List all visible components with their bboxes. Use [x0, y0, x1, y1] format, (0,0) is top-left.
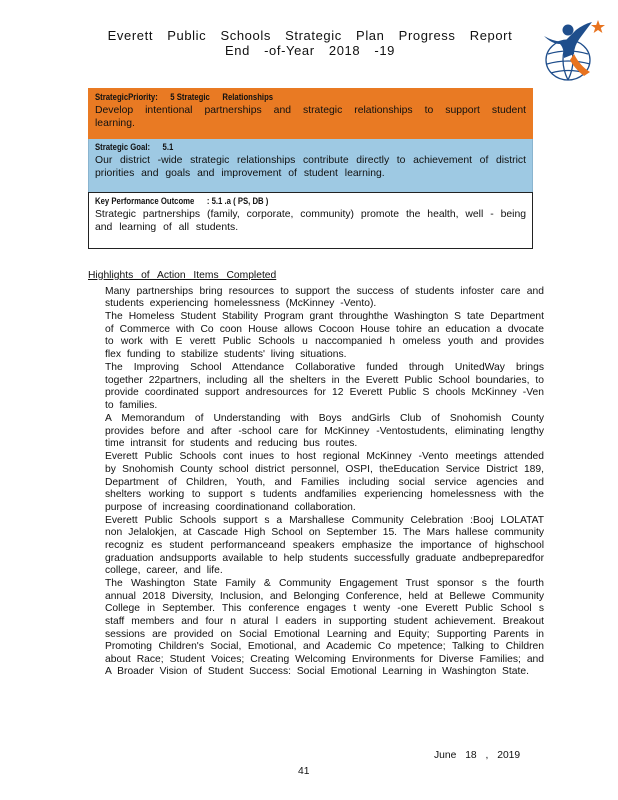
goal-label [95, 141, 466, 154]
list-item-text: A Memorandum of Understanding with Boys andGirls Club of Snohomish County provides before and after -school care for McKinney -Ventostudents, eliminating lengthy time intransit for students and reducing bus routes. [105, 413, 544, 450]
priority-label-name: Relationships [222, 92, 274, 102]
goal-text: Our district -wide strategic relationships contribute directly to achievement of district priorities and goals and improvement of student learning. [95, 155, 526, 179]
kpo-label-key: Key Performance Outcome [95, 196, 195, 206]
priority-label-key: StrategicPriority: [95, 92, 158, 102]
list-item [88, 311, 544, 361]
goal-label-key: Strategic Goal: [95, 142, 151, 152]
list-item-text: Many partnerships bring resources to support the success of students infoster care and students experiencing homelessness (McKinney -Vento). [105, 285, 544, 310]
list-item [88, 451, 544, 514]
list-item [88, 286, 544, 311]
page-number: 41 [298, 766, 310, 777]
list-item-text: The Homeless Student Stability Program grant throughthe Washington S tate Department of Commerce with Co coon House allows Cocoon House tohire an education a dvocate to work with E verett Public Schools u naccompanied h omeless youth and provides flex funding to stabilize students' living situations. [105, 311, 544, 361]
list-item-text: Everett Public Schools cont inues to host regional McKinney -Vento meetings attended by Snohomish County school district personnel, OSPI, theEducation Service District 189, Department of Children, Youth, and Families including social service agencies and shelters working to support s tudents andfamilies experiencing homelessness with the purpose of increasing coordinationand collaboration. [105, 451, 544, 513]
list-item [88, 362, 544, 412]
list-item-text: Everett Public Schools support s a Marshallese Community Celebration :Booj LOLATAT non Jelalokjen, at Cascade High School on September 15. The Mars hallese community recogniz es student performanceand speakers emphasize the importance of highschool graduation andsupports available to help students successfully graduate andbepreparedfor college, career, and life. [105, 514, 544, 577]
priority-text: Develop intentional partnerships and strategic relationships to support student learning. [95, 105, 526, 129]
highlights-section [88, 270, 544, 680]
list-item [88, 413, 544, 451]
highlights-list [88, 286, 544, 679]
strategic-priority-box [88, 88, 533, 139]
district-logo-icon [534, 14, 606, 86]
strategic-goal-box [88, 139, 533, 192]
kpo-text: Strategic partnerships (family, corporate, community) promote the health, well - being and learning of all students. [95, 209, 526, 233]
key-performance-outcome-box [88, 192, 533, 249]
goal-label-value: 5.1 [162, 142, 174, 152]
highlights-title: Highlights of Action Items Completed [88, 270, 277, 281]
priority-label-value: 5 Strategic [170, 92, 210, 102]
report-header [100, 28, 520, 58]
kpo-label-value: : 5.1 .a ( PS, DB ) [206, 196, 269, 206]
list-item [88, 578, 544, 679]
list-item-text: The Washington State Family & Community Engagement Trust sponsor s the fourth annual 2018 Diversity, Inclusion, and Belonging Conference, held at Bellewe Community College in September. This conference engages t wenty -one Everett Public School s staff members and four n atural l eaders in supporting student achievement. Breakout sessions are provided on Social Emotional Learning and Equity; Supporting Parents in Promoting Children's Social, Emotional, and Academic Co mpetence; Talking to Children about Race; Student Voices; Creating Welcoming Environments for Diverse Families; and A Broader Vision of Student Success: Social Emotional Learning in Washington State. [105, 578, 544, 678]
strategic-boxes [88, 88, 533, 249]
list-item [88, 515, 544, 578]
priority-label [95, 91, 466, 104]
report-title: Everett Public Schools Strategic Plan Progress Report [107, 28, 513, 43]
list-item-text: The Improving School Attendance Collaborative funded through UnitedWay brings together 22partners, including all the shelters in the Everett Public School boundaries, to provide coordinated support andresources for 12 Everett Public S chools McKinney -Ven to families. [105, 362, 544, 411]
report-date: June 18 , 2019 [434, 750, 521, 761]
report-subtitle: End -of-Year 2018 -19 [224, 43, 396, 58]
kpo-label [95, 195, 466, 208]
